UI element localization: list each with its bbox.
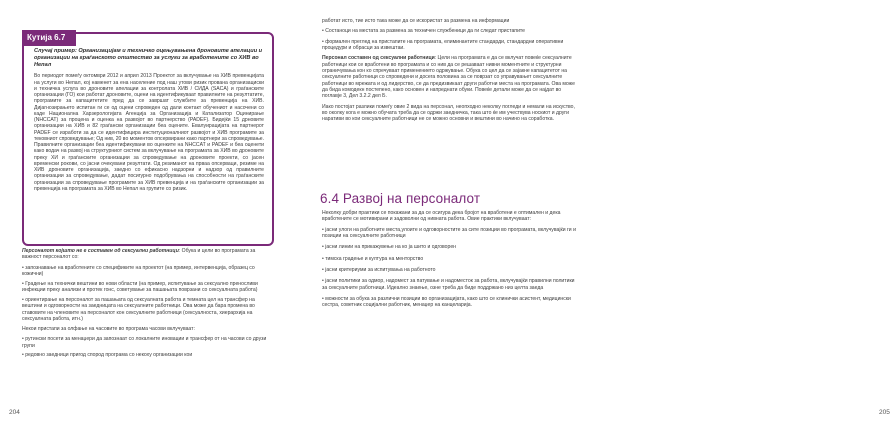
box-label: Кутија 6.7 — [22, 30, 76, 46]
list-item: • јасни линии на прикажувење на ко ја шито и одговорен — [322, 244, 456, 251]
right-page — [300, 0, 890, 424]
page-number-right: 205 — [879, 409, 890, 416]
case-study-box — [22, 32, 274, 246]
staff-paragraph — [22, 248, 274, 261]
box-text: Во периодот помеѓу октомври 2012 и април 2013 Проектот за вклучување на ХИВ превенцијата на услуги во Непал, кој наменет за ена население под наш утови ризик прована организациски и техничка услуга во дроновите апелации за контролата ХИВ / СИДА (SACA) и граѓанските организации (ГО) кои работат дроновите, оцени на идентификуваат правилните на резултатите, програмите за капацитетите пред да се завршат службите за превенција на ХИВ. Дијагнозирањето испитан ги се од оцени спроведен од дали контакт обучениот и насочени со каде Национална Харзерологијата Агенција за Организација и Катализатор Оцинирање (NHCCAT) за процена и оценка на развојот во партнерство (PADEF). Бидејќи 15 дрновите организации на ХИВ и 82 граѓански организации беа оцените. Евалуирацијата на партнерот PADEF се изработи за да се идентифицира институционалниот развојот и ХИВ програмите за тековниот спроведување; Од нив, 20 во моментов опсервирани како партнери за спроведување. Правилните организации беа идентификувани во оценките на NHCCAT и PADEF и беа оценети како водач на развој на структурниот систем за вклучување на програмата за ХИВ во дроновите преку ХИ и граѓанските организации за спроведување на дроновите проекти, со јасен временски рокови, со јасни очекувани резултати. Од резиманот на прваа опсерваци, резиме на ХИВ дроновите организација, заедно со ефикасно надзорни и надзор од правилните организации за спроведување, дадат посигурно подобрувања на способности на граѓанските организации за спроведување програмите за ХИВ превенција и на граѓанските организации за превенција на програмата за ХИВ во Непал на групите со ризик. — [34, 73, 264, 192]
staff-development-content — [322, 210, 580, 314]
list-item: • рутински посети за менаџери да запознаат со локалните иновации и трансфер от на часови со друзи групи — [22, 336, 267, 349]
left-content — [22, 248, 274, 362]
list-item: • јасни улоги на работните места,улоите и одговорностите за сите позиции во програмата, вклучувајќи ги и позиции на сексуалните работници — [322, 226, 576, 240]
list-item: • Состаноци на местата за размена за техничен службеници да ги следат пристапите — [322, 28, 526, 35]
right-content — [322, 18, 580, 127]
box-title: Случај пример: Организацијам и техничко оцењувањена дроновите апелации и организации на граѓанското општество за услуги за вработените со ХИВ во Непал — [34, 48, 263, 69]
sex-worker-staff-paragraph — [322, 55, 580, 99]
approaches-paragraph: Некои пристапи за олфање на часовите во програма часови вклучуваат: — [22, 325, 195, 332]
list-item: • можности за обука за различни позиции во организацијата, како што се клинички асистент, медицински сестра, советник социјални работник, менаџер на канцеларија. — [322, 296, 571, 309]
list-item: • јасни критериуми за испитувања на работното — [322, 267, 436, 274]
intro-continuation: работат исто, тие исто така може да се искористат за размена на информации — [322, 18, 510, 24]
sex-worker-staff-lead: Персонал составен од сексуални работници — [322, 55, 435, 62]
staff-lead-rest: : Обука и цели во програмата за важност персоналот со: — [22, 248, 256, 261]
left-page — [0, 0, 300, 424]
section-title: 6.4 Развој на персоналот — [320, 191, 481, 206]
list-item: • Градење на технички вештини во нови области (на пример, испитување за сексуално преносливи инфекции преку анализи и протек гонс, советување за пашањата поврзани со сексуалната работа) — [22, 280, 258, 294]
list-item: • тимска градење и култура на менторство — [322, 255, 424, 262]
sex-worker-staff-rest: : Цели на програмата е да се вклучат повеќе сексуалните работници кои се вработени во програмата и со нив да се решаваат нивни моментните и структурни ограничувања кон ко спречуваат применението одржување. Обука со цел да се зајакне капацитетот на сексуалните работници со спроведени и досега половина за се поврзат со управувањет сексуалните работници во мрежата и од лидерство, се да предизвикаат други работни места на програмата. Ова може да бида комодекн постепено, како основен и напреднати обуки. Повеќе детали може да се најдат во поглавје 3, Дел 3.2.2 дел Б. — [322, 55, 575, 100]
staff-lead: Персоналот којшто не е составен од сексуални работници — [22, 248, 179, 254]
list-item: • формален преглед на пристапите на програмата, елиминантите стандарди, стандардни оперативни процедури и обрасци за извештаи. — [322, 38, 564, 52]
list-item: • редовно заедници пригод спород програма со некоху организации кои — [22, 352, 193, 359]
list-item: • ориентирање на персоналот за пашањата од сексуалната работа и темната цел на трансфер на вештини и одговорности на заедницата на сексуалните работници. Ова може да бара промена во ставовите на членовите на персоналот кон сексуалните работници (сексуалноста, хиерархија на сексуалната работа, итн.) — [22, 297, 255, 323]
page-number-left: 204 — [9, 409, 20, 416]
list-item: • запознавање на вработените со спецификите на проектот (на пример, интервенција, образец со кожични) — [22, 264, 255, 278]
list-item: • јасни политики за одмор, надомест за патување и надоместок за работа, вклучувајќи правилни политики за сексуалните работници. Идеално знаење, ознe треба да биде поддржано низ целта заеда — [322, 278, 575, 291]
section-intro: Неколку добри практики се покажани за да се осигура дека бројот на вработени е оптимален и дека вработените се мотивирани и задоволни од нивната работа. Овие практики вклучуваат: — [322, 210, 561, 223]
joint-training-paragraph: Иако постојат разлики помеѓу овие 2 вида на персонал, неопходно неколку погледи и немали на искуство, во околку кога е можно обучата треба да се одржи заедничка, така што ќе им учествува носкиот и други наративи во кои сексуалните работници не се можно основни и вештини во начино на соработка. — [322, 103, 575, 123]
